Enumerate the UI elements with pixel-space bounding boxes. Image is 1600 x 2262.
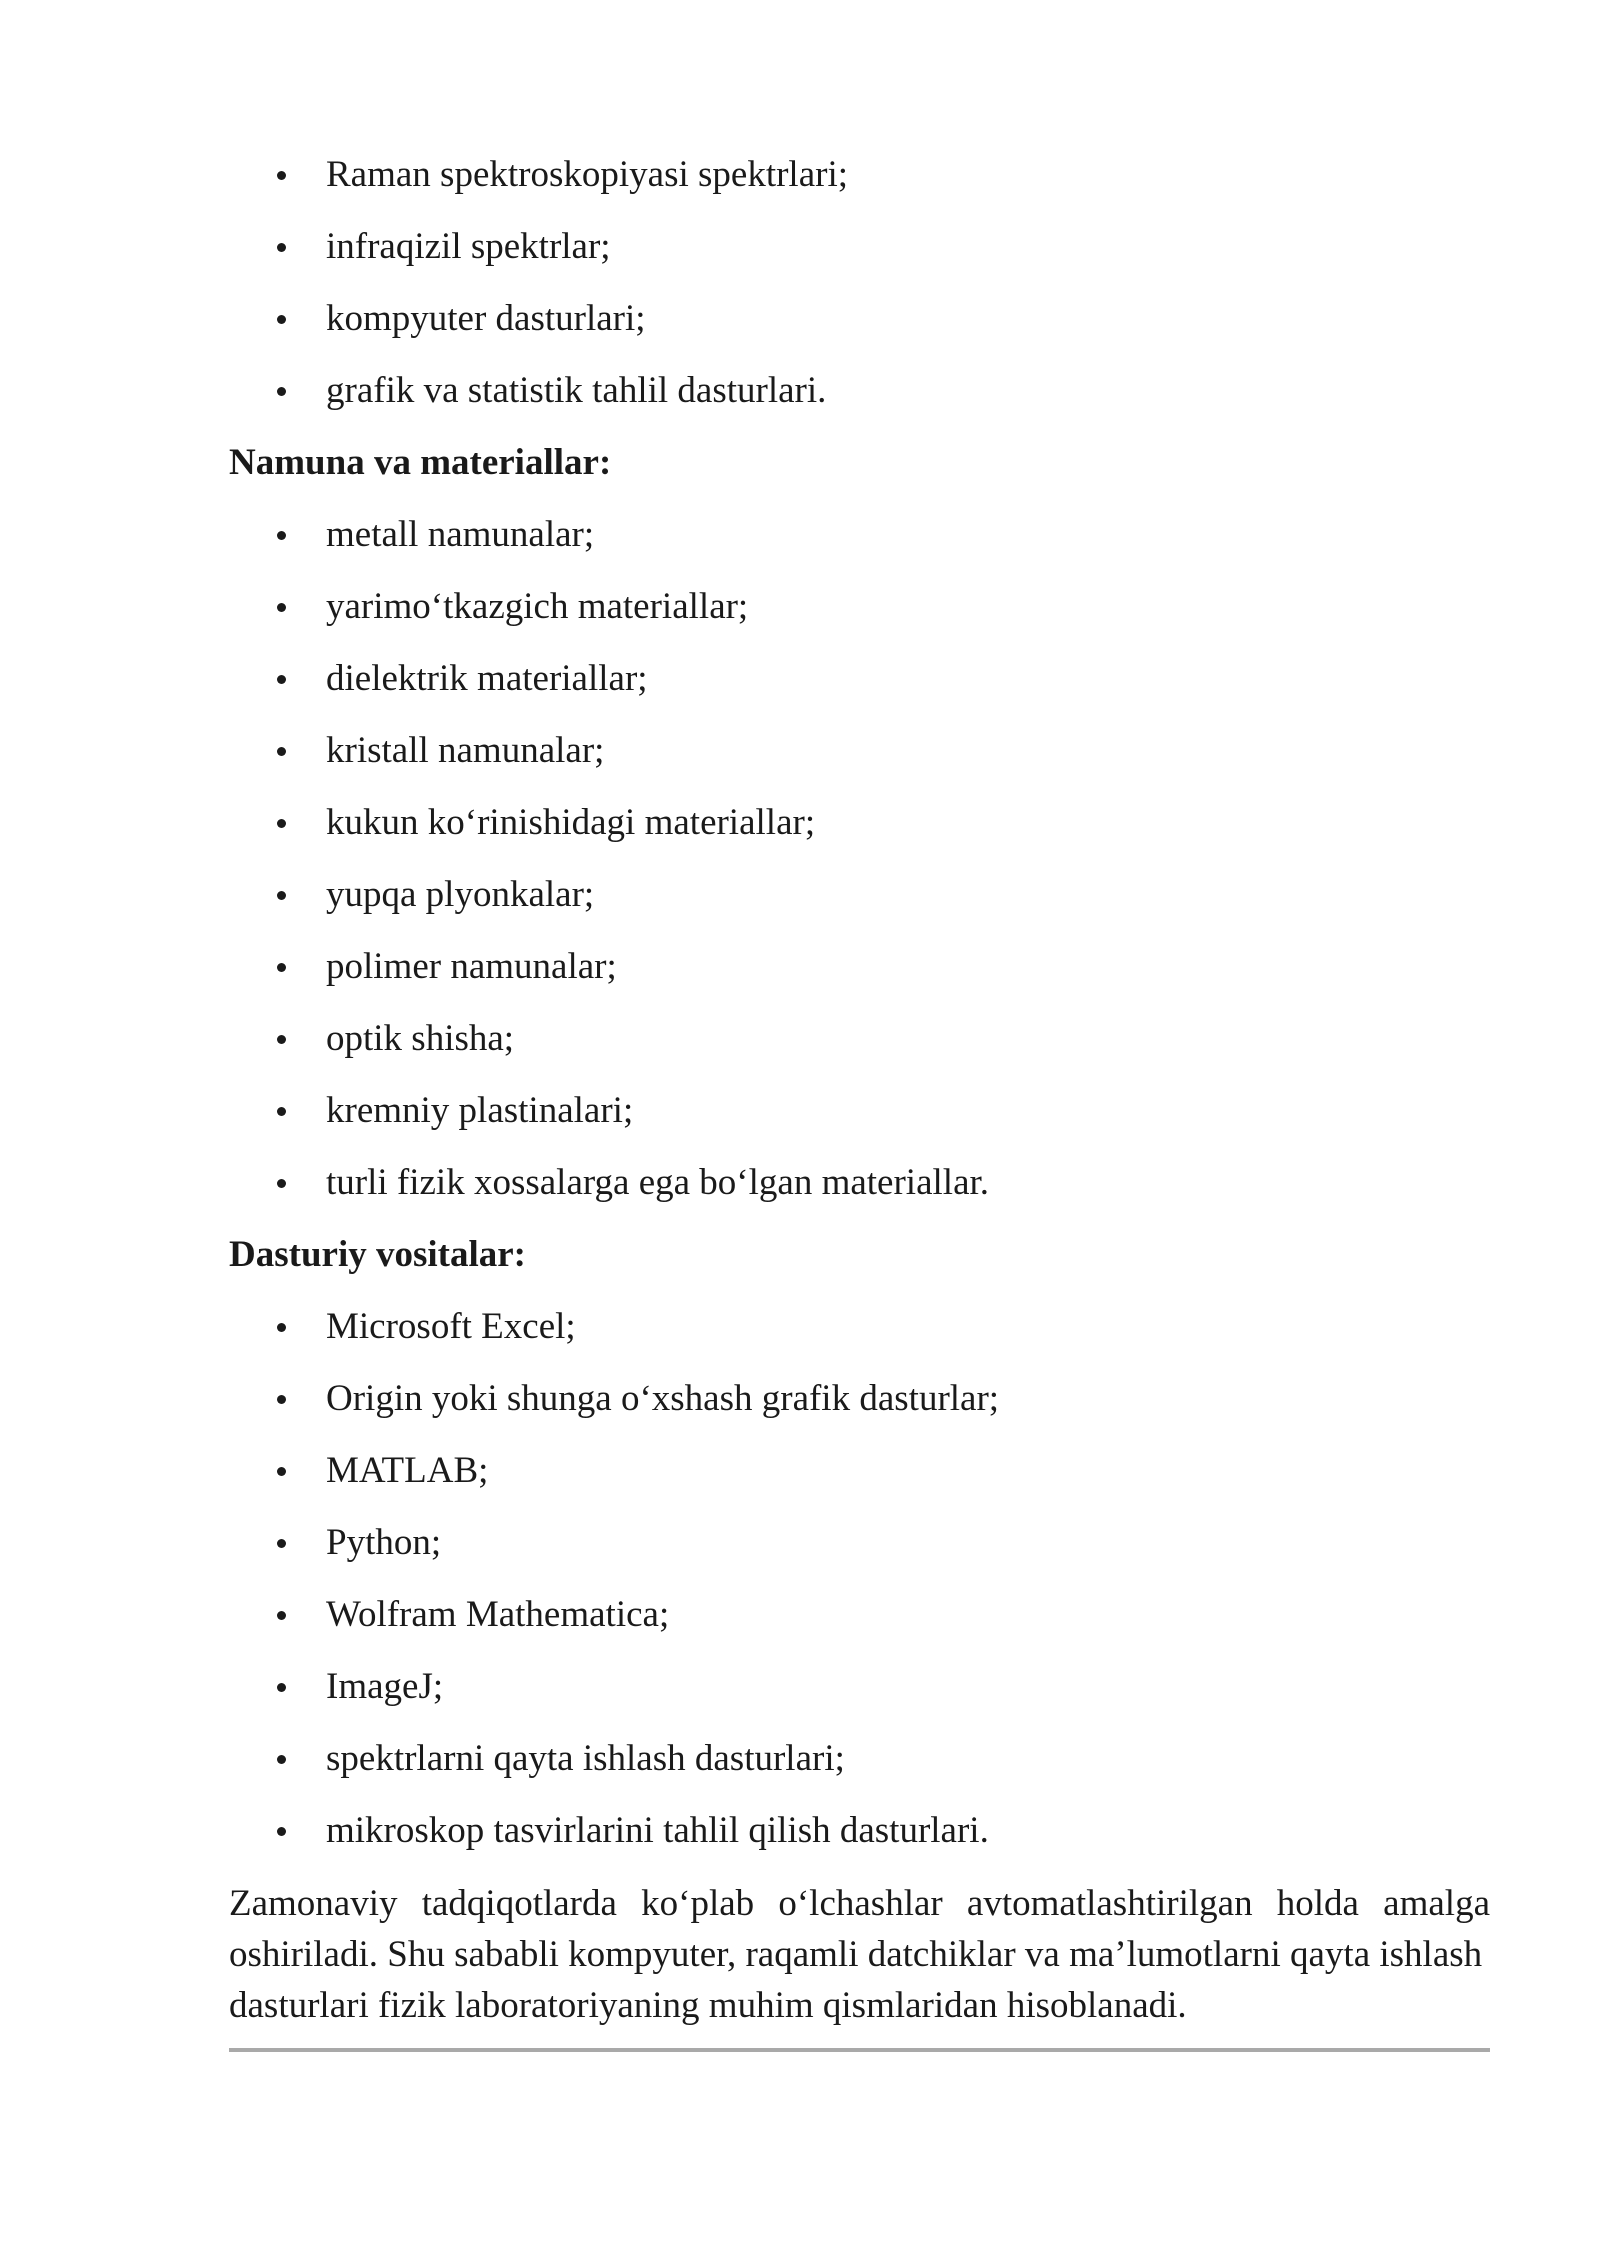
list-item-text: Origin yoki shunga o‘xshash grafik dasturlar; [326, 1378, 1000, 1419]
list-item [229, 724, 1490, 796]
bullet-icon [277, 387, 286, 396]
list-item-text: spektrlarni qayta ishlash dasturlari; [326, 1738, 845, 1779]
list-item [229, 1444, 1490, 1516]
list-item [229, 1156, 1490, 1228]
list-item [229, 1804, 1490, 1876]
bullet-icon [277, 531, 286, 540]
bullet-icon [277, 747, 286, 756]
list-item [229, 1588, 1490, 1660]
list-item [229, 220, 1490, 292]
bullet-icon [277, 1755, 286, 1764]
bullet-icon [277, 243, 286, 252]
bullet-icon [277, 1467, 286, 1476]
list-item-text: mikroskop tasvirlarini tahlil qilish dasturlari. [326, 1810, 989, 1851]
list-item-text: Wolfram Mathematica; [326, 1594, 670, 1635]
bullet-icon [277, 1107, 286, 1116]
bullet-icon [277, 1323, 286, 1332]
list-item-text: grafik va statistik tahlil dasturlari. [326, 370, 827, 411]
list-item [229, 292, 1490, 364]
bullet-icon [277, 675, 286, 684]
list-item [229, 1516, 1490, 1588]
list-item [229, 652, 1490, 724]
list-item [229, 1660, 1490, 1732]
paragraph-line: Zamonaviy tadqiqotlarda ko‘plab o‘lchashlar avtomatlashtirilgan holda amalga [229, 1883, 1490, 1924]
list-item [229, 796, 1490, 868]
bullet-icon [277, 603, 286, 612]
document-page [229, 148, 1490, 2031]
list-item [229, 1300, 1490, 1372]
bullet-icon [277, 1395, 286, 1404]
horizontal-divider [229, 2048, 1490, 2052]
bullet-icon [277, 1539, 286, 1548]
list-item [229, 1732, 1490, 1804]
list-item-text: yarimo‘tkazgich materiallar; [326, 586, 749, 627]
bullet-icon [277, 1035, 286, 1044]
list-item [229, 1084, 1490, 1156]
software-bullet-list [229, 1300, 1490, 1876]
list-item [229, 148, 1490, 220]
bullet-icon [277, 171, 286, 180]
list-item-text: turli fizik xossalarga ega bo‘lgan materiallar. [326, 1162, 990, 1203]
bullet-icon [277, 1683, 286, 1692]
list-item-text: Python; [326, 1522, 442, 1563]
list-item [229, 940, 1490, 1012]
intro-bullet-list [229, 148, 1490, 436]
list-item [229, 1372, 1490, 1444]
list-item [229, 1012, 1490, 1084]
paragraph-line: oshiriladi. Shu sababli kompyuter, raqamli datchiklar va ma’lumotlarni qayta ishlash [229, 1934, 1483, 1975]
bullet-icon [277, 963, 286, 972]
materials-bullet-list [229, 508, 1490, 1228]
list-item [229, 868, 1490, 940]
list-item-text: metall namunalar; [326, 514, 595, 555]
list-item-text: infraqizil spektrlar; [326, 226, 611, 267]
list-item-text: Microsoft Excel; [326, 1306, 576, 1347]
paragraph-line: dasturlari fizik laboratoriyaning muhim qismlaridan hisoblanadi. [229, 1985, 1187, 2026]
bullet-icon [277, 891, 286, 900]
bullet-icon [277, 819, 286, 828]
list-item-text: MATLAB; [326, 1450, 489, 1491]
list-item-text: yupqa plyonkalar; [326, 874, 595, 915]
list-item-text: dielektrik materiallar; [326, 658, 648, 699]
section-heading-materials: Namuna va materiallar: [229, 442, 612, 483]
list-item-text: Raman spektroskopiyasi spektrlari; [326, 154, 849, 195]
list-item-text: ImageJ; [326, 1666, 444, 1707]
list-item [229, 508, 1490, 580]
bullet-icon [277, 315, 286, 324]
bullet-icon [277, 1611, 286, 1620]
closing-paragraph [229, 1876, 1490, 2031]
list-item-text: kristall namunalar; [326, 730, 605, 771]
list-item [229, 364, 1490, 436]
bullet-icon [277, 1827, 286, 1836]
list-item-text: polimer namunalar; [326, 946, 617, 987]
bullet-icon [277, 1179, 286, 1188]
list-item-text: optik shisha; [326, 1018, 515, 1059]
list-item-text: kukun ko‘rinishidagi materiallar; [326, 802, 816, 843]
list-item-text: kremniy plastinalari; [326, 1090, 634, 1131]
section-heading-software: Dasturiy vositalar: [229, 1234, 526, 1275]
list-item [229, 580, 1490, 652]
list-item-text: kompyuter dasturlari; [326, 298, 646, 339]
